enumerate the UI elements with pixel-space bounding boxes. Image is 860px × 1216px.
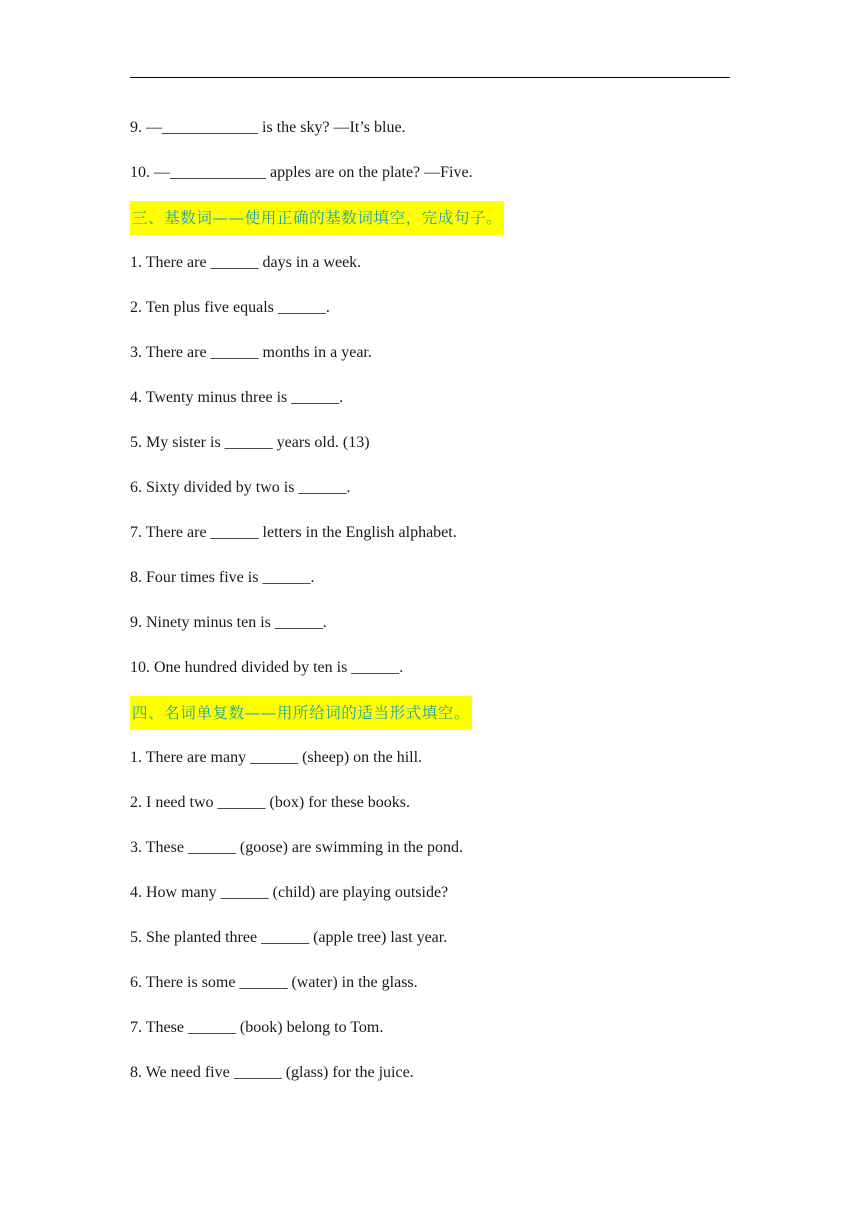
question-9: 9. —____________ is the sky? —It’s blue. bbox=[130, 119, 406, 136]
list-item: 1. There are ______ days in a week. bbox=[130, 254, 362, 271]
list-item: 9. Ninety minus ten is ______. bbox=[130, 614, 327, 631]
section-three-heading-text: 三、基数词——使用正确的基数词填空，完成句子。 bbox=[130, 201, 504, 235]
list-item: 4. Twenty minus three is ______. bbox=[130, 389, 344, 406]
list-item: 10. One hundred divided by ten is ______. bbox=[130, 659, 404, 676]
section-three-heading bbox=[130, 195, 730, 240]
section-four-list bbox=[130, 735, 730, 1095]
list-item: 3. These ______ (goose) are swimming in the pond. bbox=[130, 839, 463, 856]
section-four-heading bbox=[130, 690, 730, 735]
section-three-list bbox=[130, 240, 730, 690]
list-item: 1. There are many ______ (sheep) on the hill. bbox=[130, 749, 423, 766]
list-item: 2. I need two ______ (box) for these books. bbox=[130, 794, 410, 811]
section-four-heading-text: 四、名词单复数——用所给词的适当形式填空。 bbox=[130, 696, 472, 730]
list-item: 8. Four times five is ______. bbox=[130, 569, 315, 586]
list-item: 3. There are ______ months in a year. bbox=[130, 344, 372, 361]
list-item: 6. There is some ______ (water) in the glass. bbox=[130, 974, 418, 991]
list-item: 5. My sister is ______ years old. (13) bbox=[130, 434, 370, 451]
question-10: 10. —____________ apples are on the plate? —Five. bbox=[130, 164, 473, 181]
list-item: 8. We need five ______ (glass) for the juice. bbox=[130, 1064, 414, 1081]
list-item: 5. She planted three ______ (apple tree) last year. bbox=[130, 929, 448, 946]
list-item: 4. How many ______ (child) are playing outside? bbox=[130, 884, 449, 901]
list-item: 6. Sixty divided by two is ______. bbox=[130, 479, 351, 496]
list-item: 7. These ______ (book) belong to Tom. bbox=[130, 1019, 384, 1036]
list-item: 7. There are ______ letters in the English alphabet. bbox=[130, 524, 457, 541]
header-rule bbox=[130, 77, 730, 78]
worksheet-content bbox=[130, 105, 730, 1095]
list-item: 2. Ten plus five equals ______. bbox=[130, 299, 330, 316]
